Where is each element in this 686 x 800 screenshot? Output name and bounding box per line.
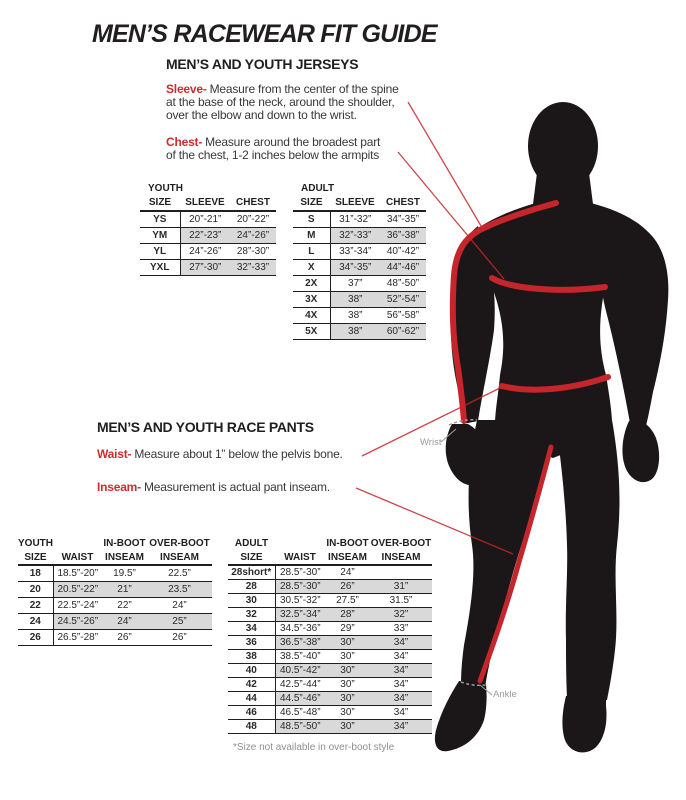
size-cell: 28: [228, 580, 275, 594]
inseam-instruction: [97, 481, 330, 494]
sleeve-label: Sleeve-: [166, 82, 207, 96]
size-cell: YL: [140, 244, 180, 260]
table-group-label: ADULT: [234, 538, 269, 549]
value-cell: 34”-35”: [380, 211, 426, 228]
table-row: [140, 260, 276, 276]
pants-heading: MEN’S AND YOUTH RACE PANTS: [97, 419, 314, 435]
column-header: IN-BOOT: [326, 538, 369, 549]
table-row: [228, 622, 432, 636]
value-cell: 34”: [370, 650, 432, 664]
table-row: [228, 565, 432, 580]
table-row: [228, 678, 432, 692]
value-cell: 36”-38”: [380, 228, 426, 244]
table-row: [293, 308, 426, 324]
table-row: [140, 244, 276, 260]
value-cell: 30”: [325, 636, 370, 650]
value-cell: 31”: [370, 580, 432, 594]
value-cell: 24”-26”: [230, 228, 276, 244]
table-row: [293, 244, 426, 260]
table-row: [140, 228, 276, 244]
value-cell: 48”-50”: [380, 276, 426, 292]
youth-jersey-table: [140, 182, 276, 276]
size-cell: 38: [228, 650, 275, 664]
chest-text-line: of the chest, 1-2 inches below the armpits: [166, 148, 380, 162]
column-header: SLEEVE: [180, 195, 230, 211]
value-cell: 26”: [147, 630, 212, 646]
size-cell: L: [293, 244, 330, 260]
value-cell: 34.5”-36”: [275, 622, 325, 636]
table-row: [293, 292, 426, 308]
value-cell: 23.5”: [147, 582, 212, 598]
size-cell: 32: [228, 608, 275, 622]
value-cell: 24”: [325, 565, 370, 580]
size-cell: 2X: [293, 276, 330, 292]
value-cell: 24.5”-26”: [53, 614, 102, 630]
value-cell: 24”: [102, 614, 147, 630]
table-row: [18, 582, 212, 598]
size-cell: 4X: [293, 308, 330, 324]
table-group-label: ADULT: [301, 183, 335, 194]
table-row: [18, 614, 212, 630]
column-header: IN-BOOT: [103, 538, 146, 549]
size-cell: YXL: [140, 260, 180, 276]
column-header: SLEEVE: [330, 195, 380, 211]
value-cell: 48.5”-50”: [275, 720, 325, 734]
value-cell: 22”-23”: [180, 228, 230, 244]
column-header: WAIST: [275, 550, 325, 565]
size-cell: YM: [140, 228, 180, 244]
value-cell: 34”-35”: [330, 260, 380, 276]
size-cell: 5X: [293, 324, 330, 340]
value-cell: 38”: [330, 292, 380, 308]
value-cell: 25”: [147, 614, 212, 630]
sleeve-text-line: over the elbow and down to the wrist.: [166, 108, 357, 122]
value-cell: 38.5”-40”: [275, 650, 325, 664]
table-group-label: YOUTH: [148, 183, 183, 194]
size-cell: 34: [228, 622, 275, 636]
table-row: [18, 598, 212, 614]
table-row: [228, 580, 432, 594]
column-header: INSEAM: [370, 550, 432, 565]
value-cell: 34”: [370, 720, 432, 734]
value-cell: 52”-54”: [380, 292, 426, 308]
table-row: [228, 594, 432, 608]
value-cell: 22.5”: [147, 565, 212, 582]
column-header: INSEAM: [147, 550, 212, 565]
table-group-label: YOUTH: [18, 538, 53, 549]
jerseys-heading: MEN’S AND YOUTH JERSEYS: [166, 56, 359, 72]
right-foot-shape: [562, 696, 606, 752]
column-header: [53, 537, 102, 550]
value-cell: 27.5”: [325, 594, 370, 608]
table-row: [228, 720, 432, 734]
wrist-label: Wrist: [420, 437, 442, 448]
value-cell: 26.5”-28”: [53, 630, 102, 646]
table-row: [228, 608, 432, 622]
over-boot-footnote: *Size not available in over-boot style: [233, 742, 395, 753]
column-header: INSEAM: [102, 550, 147, 565]
table-row: [228, 706, 432, 720]
value-cell: 44.5”-46”: [275, 692, 325, 706]
chest-instruction: [166, 136, 380, 162]
column-header: SIZE: [18, 550, 53, 565]
value-cell: 56”-58”: [380, 308, 426, 324]
sleeve-instruction: [166, 83, 399, 122]
size-cell: 30: [228, 594, 275, 608]
table-row: [228, 650, 432, 664]
table-row: [293, 228, 426, 244]
left-foot-shape: [435, 681, 487, 751]
sleeve-text-line: Measure from the center of the spine: [209, 82, 399, 96]
value-cell: 30”: [325, 650, 370, 664]
column-header: SIZE: [293, 195, 330, 211]
value-cell: 32”: [370, 608, 432, 622]
size-cell: 3X: [293, 292, 330, 308]
right-hand-shape: [622, 420, 659, 482]
value-cell: 42.5”-44”: [275, 678, 325, 692]
column-header: CHEST: [230, 195, 276, 211]
value-cell: 20”-22”: [230, 211, 276, 228]
value-cell: 36.5”-38”: [275, 636, 325, 650]
value-cell: 30”: [325, 706, 370, 720]
column-header: WAIST: [53, 550, 102, 565]
value-cell: 38”: [330, 324, 380, 340]
adult-pants-table: [228, 537, 432, 734]
value-cell: 28.5”-30”: [275, 580, 325, 594]
value-cell: 18.5”-20”: [53, 565, 102, 582]
column-header: [275, 537, 325, 550]
value-cell: 20.5”-22”: [53, 582, 102, 598]
value-cell: 34”: [370, 664, 432, 678]
value-cell: 31.5”: [370, 594, 432, 608]
size-cell: 40: [228, 664, 275, 678]
size-cell: YS: [140, 211, 180, 228]
size-cell: 42: [228, 678, 275, 692]
column-header: SIZE: [228, 550, 275, 565]
column-header: SIZE: [140, 195, 180, 211]
youth-pants-table: [18, 537, 212, 646]
value-cell: 22”: [102, 598, 147, 614]
table-row: [228, 636, 432, 650]
value-cell: 29”: [325, 622, 370, 636]
value-cell: 34”: [370, 692, 432, 706]
value-cell: 40”-42”: [380, 244, 426, 260]
value-cell: 19.5”: [102, 565, 147, 582]
value-cell: 34”: [370, 678, 432, 692]
column-header: OVER-BOOT: [149, 538, 210, 549]
table-row: [293, 260, 426, 276]
size-cell: 46: [228, 706, 275, 720]
value-cell: 28”-30”: [230, 244, 276, 260]
size-cell: 18: [18, 565, 53, 582]
value-cell: 28”: [325, 608, 370, 622]
waist-label: Waist-: [97, 447, 132, 461]
value-cell: 30.5”-32”: [275, 594, 325, 608]
value-cell: 32.5”-34”: [275, 608, 325, 622]
value-cell: 21”: [102, 582, 147, 598]
waist-instruction: [97, 448, 343, 461]
waist-text: Measure about 1” below the pelvis bone.: [134, 447, 343, 461]
chest-text-line: Measure around the broadest part: [205, 135, 381, 149]
value-cell: 38”: [330, 308, 380, 324]
value-cell: 30”: [325, 678, 370, 692]
size-cell: 22: [18, 598, 53, 614]
value-cell: 22.5”-24”: [53, 598, 102, 614]
size-cell: S: [293, 211, 330, 228]
table-row: [293, 276, 426, 292]
table-row: [140, 211, 276, 228]
value-cell: 30”: [325, 692, 370, 706]
size-cell: 20: [18, 582, 53, 598]
size-cell: 36: [228, 636, 275, 650]
table-row: [18, 630, 212, 646]
value-cell: 44”-46”: [380, 260, 426, 276]
table-row: [18, 565, 212, 582]
table-row: [228, 664, 432, 678]
value-cell: 27”-30”: [180, 260, 230, 276]
value-cell: 33”: [370, 622, 432, 636]
size-cell: M: [293, 228, 330, 244]
size-cell: 48: [228, 720, 275, 734]
value-cell: 40.5”-42”: [275, 664, 325, 678]
value-cell: 30”: [325, 664, 370, 678]
value-cell: 24”: [147, 598, 212, 614]
value-cell: 33”-34”: [330, 244, 380, 260]
sleeve-text-line: at the base of the neck, around the shoulder,: [166, 95, 395, 109]
value-cell: 26”: [102, 630, 147, 646]
adult-jersey-table: [293, 182, 426, 340]
value-cell: 60”-62”: [380, 324, 426, 340]
page-title: MEN’S RACEWEAR FIT GUIDE: [92, 20, 437, 48]
ankle-label: Ankle: [493, 689, 517, 700]
chest-label: Chest-: [166, 135, 203, 149]
value-cell: 24”-26”: [180, 244, 230, 260]
value-cell: 37”: [330, 276, 380, 292]
value-cell: 34”: [370, 706, 432, 720]
right-leg-shape: [558, 420, 619, 700]
value-cell: [370, 565, 432, 580]
value-cell: 32”-33”: [330, 228, 380, 244]
left-leg-shape: [461, 420, 553, 687]
table-row: [228, 692, 432, 706]
size-cell: X: [293, 260, 330, 276]
value-cell: 46.5”-48”: [275, 706, 325, 720]
table-row: [293, 211, 426, 228]
size-cell: 44: [228, 692, 275, 706]
value-cell: 28.5”-30”: [275, 565, 325, 580]
inseam-text: Measurement is actual pant inseam.: [143, 480, 330, 494]
value-cell: 32”-33”: [230, 260, 276, 276]
value-cell: 20”-21”: [180, 211, 230, 228]
value-cell: 30”: [325, 720, 370, 734]
size-cell: 24: [18, 614, 53, 630]
column-header: INSEAM: [325, 550, 370, 565]
value-cell: 26”: [325, 580, 370, 594]
inseam-label: Inseam-: [97, 480, 141, 494]
column-header: OVER-BOOT: [370, 538, 432, 549]
size-cell: 28short*: [228, 565, 275, 580]
value-cell: 34”: [370, 636, 432, 650]
size-cell: 26: [18, 630, 53, 646]
value-cell: 31”-32”: [330, 211, 380, 228]
table-row: [293, 324, 426, 340]
column-header: CHEST: [380, 195, 426, 211]
